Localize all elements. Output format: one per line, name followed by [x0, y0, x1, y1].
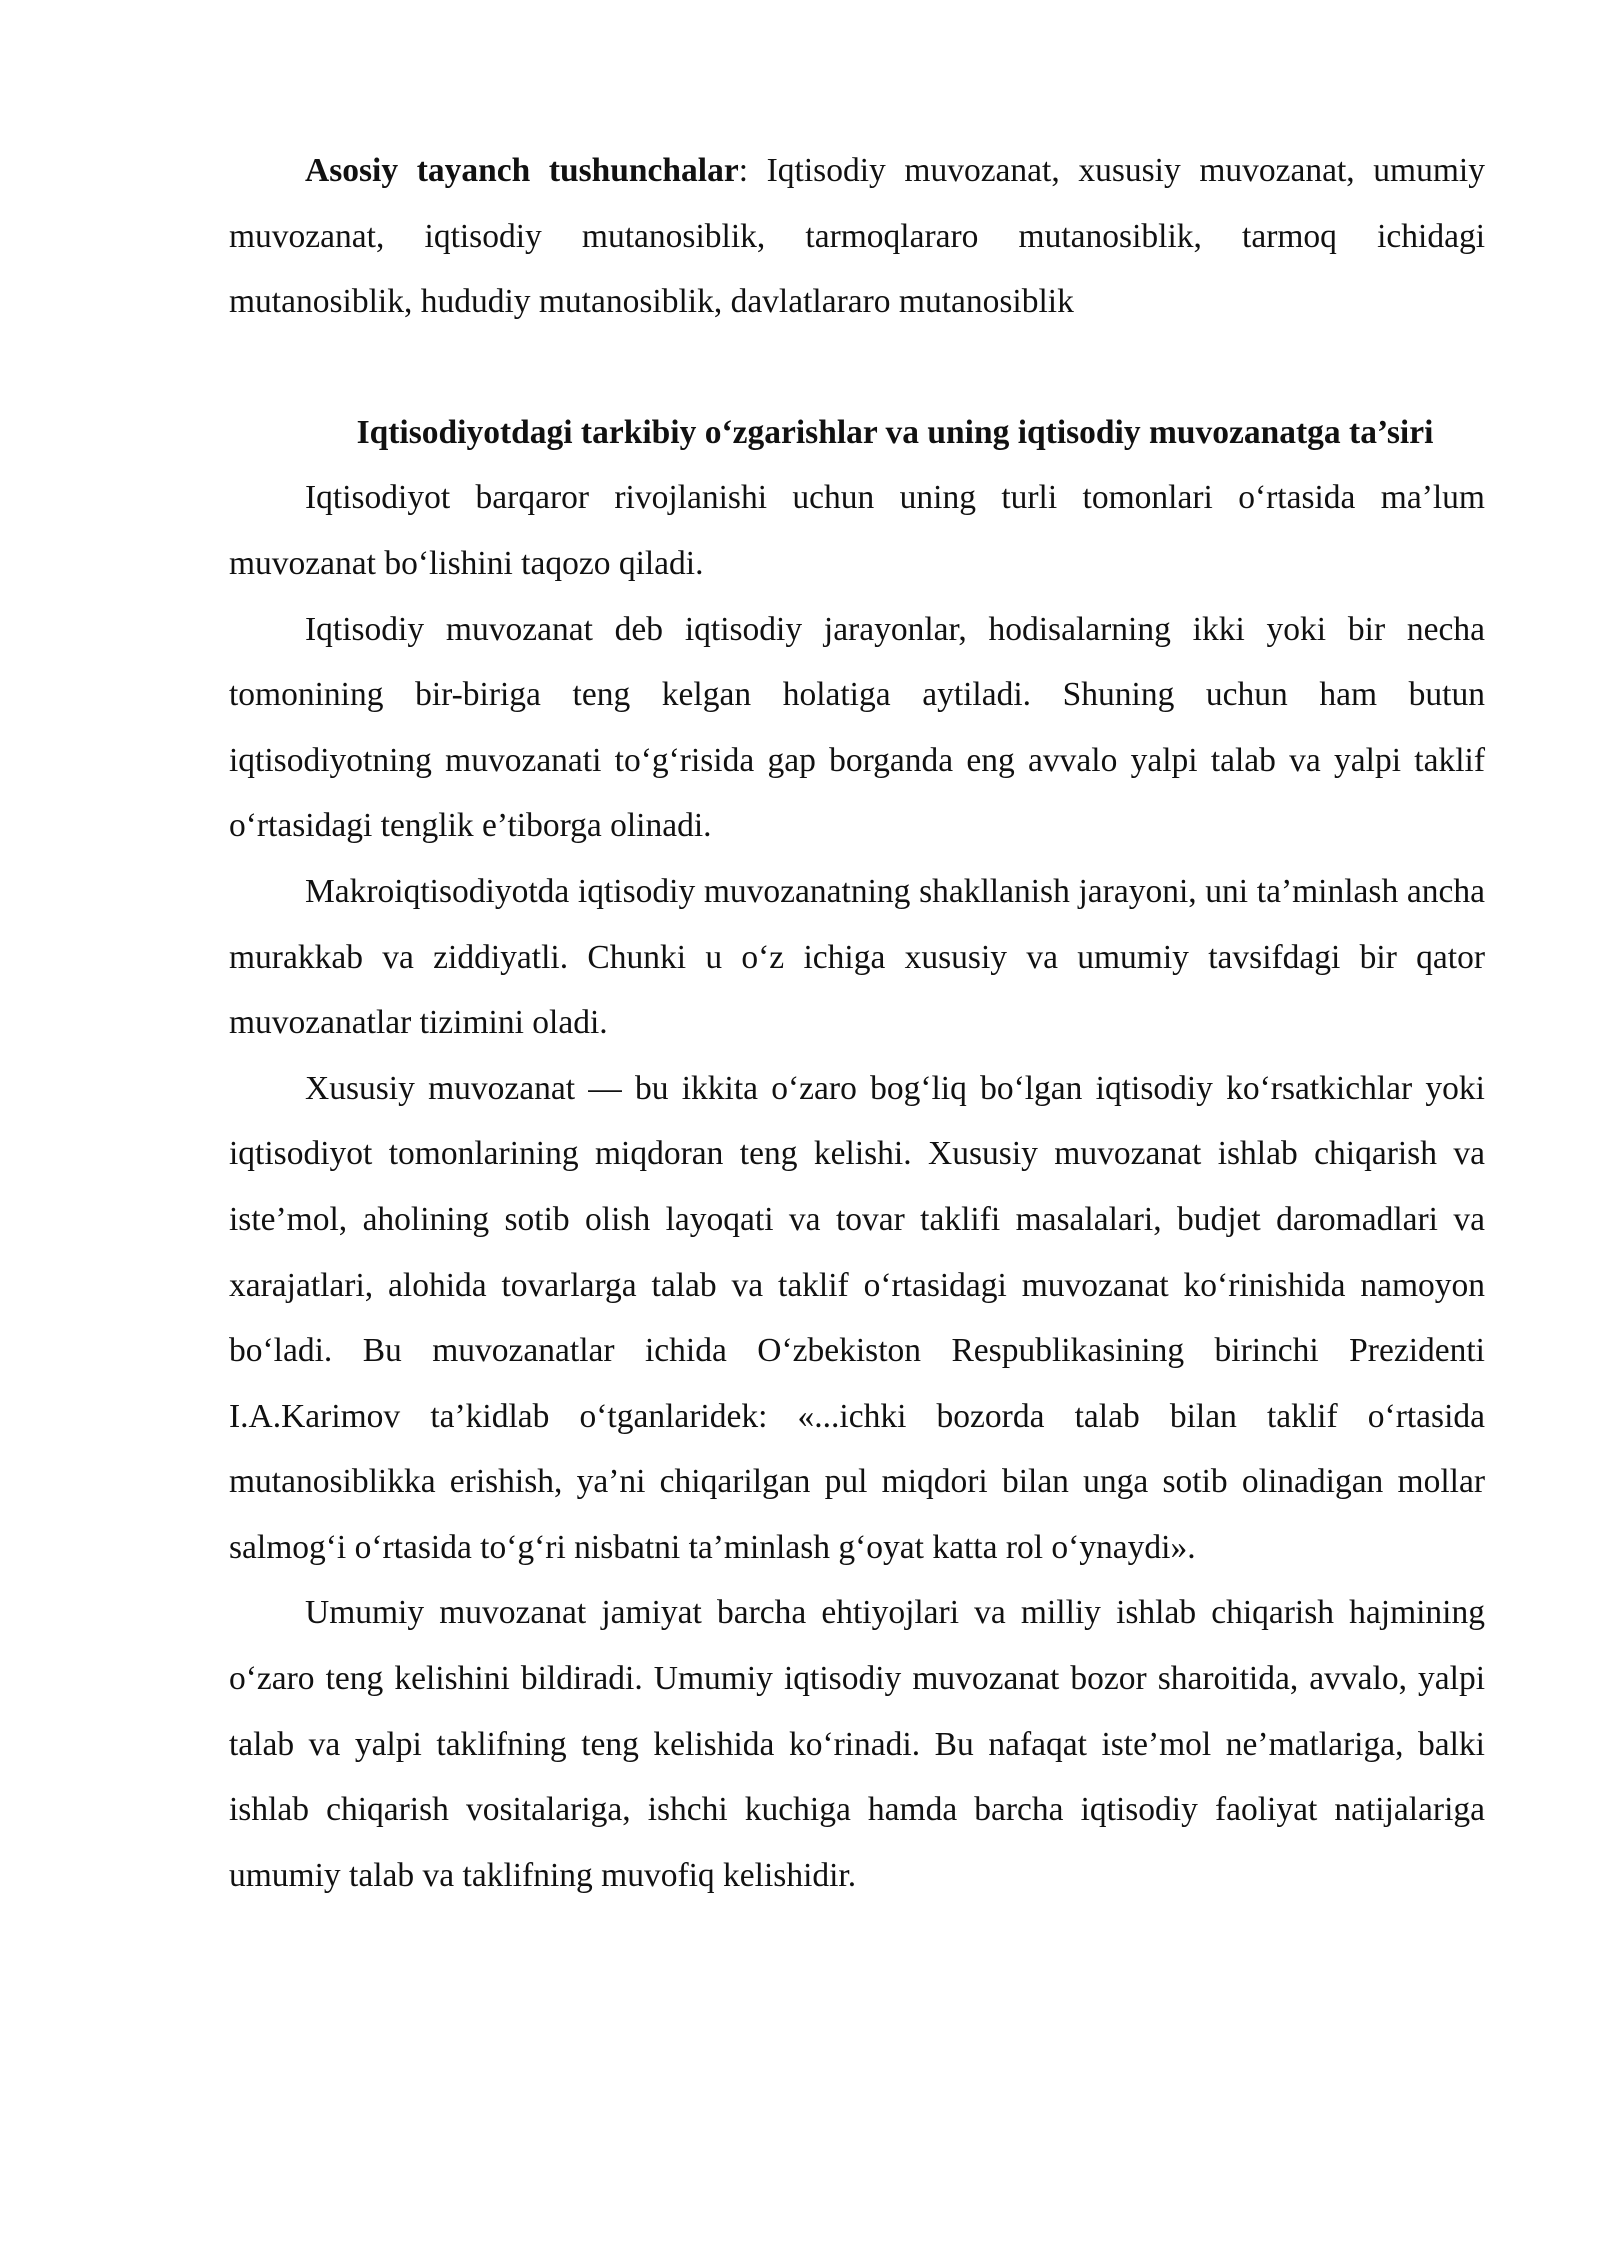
keywords-label: Asosiy tayanch tushunchalar	[305, 152, 739, 189]
paragraph-1: Iqtisodiyot barqaror rivojlanishi uchun uning turli tomonlari o‘rtasida ma’lum muvozanat bo‘lishini taqozo qiladi.	[229, 479, 1485, 582]
paragraph-5: Umumiy muvozanat jamiyat barcha ehtiyojlari va milliy ishlab chiqarish hajmining o‘zaro teng kelishini bildiradi. Umumiy iqtisodiy muvozanat bozor sharoitida, avvalo, yalpi talab va yalpi taklifning teng kelishida ko‘rinadi. Bu nafaqat iste’mol ne’matlariga, balki ishlab chiqarish vositalariga, ishchi kuchiga hamda barcha iqtisodiy faoliyat natijalariga umumiy talab va taklifning muvofiq kelishidir.	[229, 1594, 1485, 1894]
section-title: Iqtisodiyotdagi tarkibiy o‘zgarishlar va uning iqtisodiy muvozanatga ta’siri	[356, 413, 1434, 451]
paragraph-4: Xususiy muvozanat — bu ikkita o‘zaro bog‘liq bo‘lgan iqtisodiy ko‘rsatkichlar yoki iqtisodiyot tomonlarining miqdoran teng kelishi. Xususiy muvozanat ishlab chiqarish va iste’mol, aholining sotib olish layoqati va tovar taklifi masalalari, budjet daromadlari va xarajatlari, alohida tovarlarga talab va taklif o‘rtasidagi muvozanat ko‘rinishida namoyon bo‘ladi. Bu muvozanatlar ichida O‘zbekiston Respublikasining birinchi Prezidenti I.A.Karimov ta’kidlab o‘tganlaridek: «...ichki bozorda talab bilan taklif o‘rtasida mutanosiblikka erishish, ya’ni chiqarilgan pul miqdori bilan unga sotib olinadigan mollar salmog‘i o‘rtasida to‘g‘ri nisbatni ta’minlash g‘oyat katta rol o‘ynaydi».	[229, 1069, 1485, 1566]
paragraph-2: Iqtisodiy muvozanat deb iqtisodiy jarayonlar, hodisalarning ikki yoki bir necha tomonining bir-biriga teng kelgan holatiga aytiladi. Shuning uchun ham butun iqtisodiyotning muvozanati to‘g‘risida gap borganda eng avvalo yalpi talab va yalpi taklif o‘rtasidagi tenglik e’tiborga olinadi.	[229, 610, 1485, 845]
paragraph-3: Makroiqtisodiyotda iqtisodiy muvozanatning shakllanish jarayoni, uni ta’minlash ancha murakkab va ziddiyatli. Chunki u o‘z ichiga xususiy va umumiy tavsifdagi bir qator muvozanatlar tizimini oladi.	[229, 872, 1485, 1042]
document-page	[229, 138, 1485, 1908]
keywords-separator: :	[738, 152, 767, 189]
keywords-paragraph	[229, 138, 1485, 335]
keywords-text: Iqtisodiy muvozanat, xususiy muvozanat, umumiy muvozanat, iqtisodiy mutanosiblik, tarmoqlararo mutanosiblik, tarmoq ichidagi mutanosiblik, hududiy mutanosiblik, davlatlararo mutanosiblik	[229, 152, 1485, 321]
